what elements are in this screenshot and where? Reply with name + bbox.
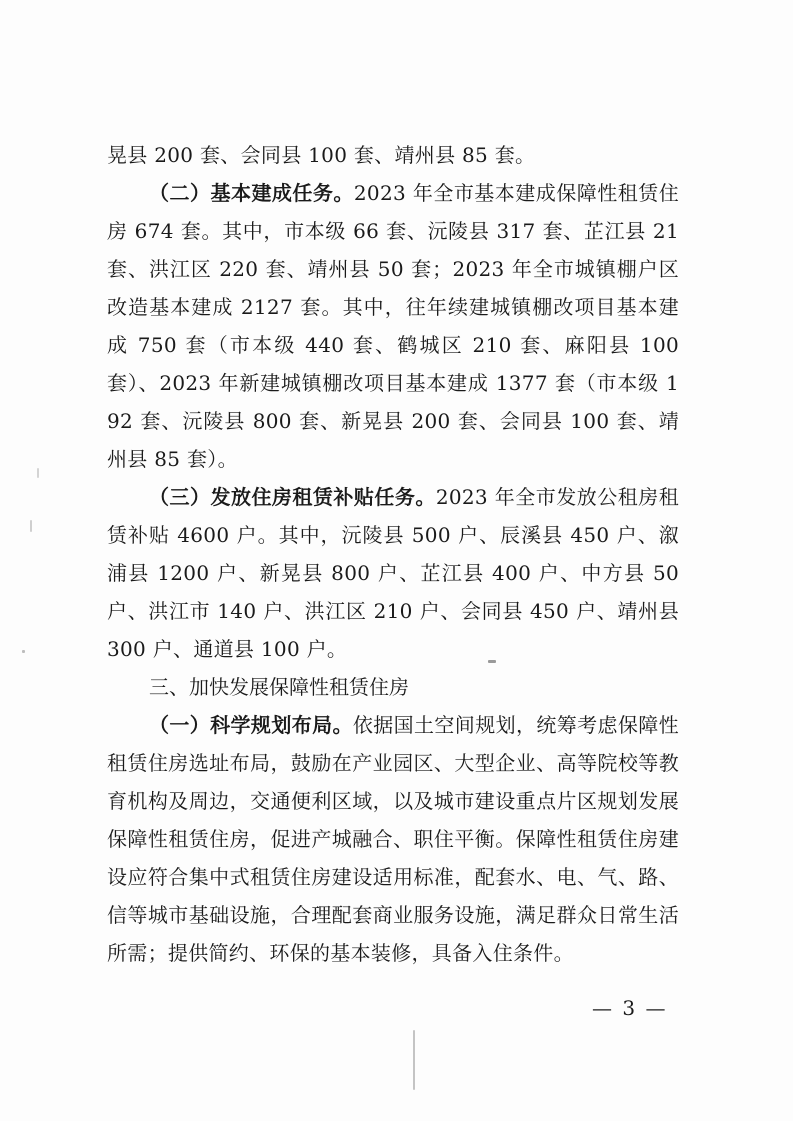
paragraph-lead-rental-subsidy: （三）发放住房租赁补贴任务。	[149, 485, 436, 509]
scan-speck	[488, 660, 496, 663]
scan-speck	[22, 650, 25, 653]
paragraph-text-rental-subsidy: 2023 年全市发放公租房租赁补贴 4600 户。其中，沅陵县 500 户、辰溪县 450 户、溆浦县 1200 户、新晃县 800 户、芷江县 400 户、中方县 50 户、洪江市 140 户、洪江区 210 户、会同县 450 户、靖州县 300 户、通道县 100 户。	[107, 485, 679, 661]
paragraph-text-planning-layout: 依据国土空间规划，统筹考虑保障性租赁住房选址布局，鼓励在产业园区、大型企业、高等院校等教育机构及周边，交通便利区域，以及城市建设重点片区规划发展保障性租赁住房，促进产城融合、职住平衡。保障性租赁住房建设应符合集中式租赁住房建设适用标准，配套水、电、气、路、信等城市基础设施，合理配套商业服务设施，满足群众日常生活所需；提供简约、环保的基本装修，具备入住条件。	[107, 713, 679, 965]
paragraph-lead-planning-layout: （一）科学规划布局。	[149, 713, 353, 737]
paragraph-basic-construction	[107, 174, 679, 478]
paragraph-planning-layout	[107, 706, 679, 972]
paragraph-continuation: 晃县 200 套、会同县 100 套、靖州县 85 套。	[107, 143, 536, 167]
page-number: — 3 —	[592, 996, 668, 1020]
scan-speck	[30, 520, 32, 532]
paragraph-lead-basic-construction: （二）基本建成任务。	[149, 181, 354, 205]
paragraph-rental-subsidy	[107, 478, 679, 668]
section-heading-three: 三、加快发展保障性租赁住房	[149, 675, 409, 699]
document-body	[107, 136, 679, 972]
scan-speck	[413, 1030, 415, 1090]
paragraph-text-basic-construction: 2023 年全市基本建成保障性租赁住房 674 套。其中，市本级 66 套、沅陵县 317 套、芷江县 21 套、洪江区 220 套、靖州县 50 套；2023 年全市城镇棚户区改造基本建成 2127 套。其中，往年续建城镇棚改项目基本建成 750 套（市本级 440 套、鹤城区 210 套、麻阳县 100 套）、2023 年新建城镇棚改项目基本建成 1377 套（市本级 192 套、沅陵县 800 套、新晃县 200 套、会同县 100 套、靖州县 85 套）。	[107, 181, 680, 471]
scan-speck	[37, 468, 39, 478]
